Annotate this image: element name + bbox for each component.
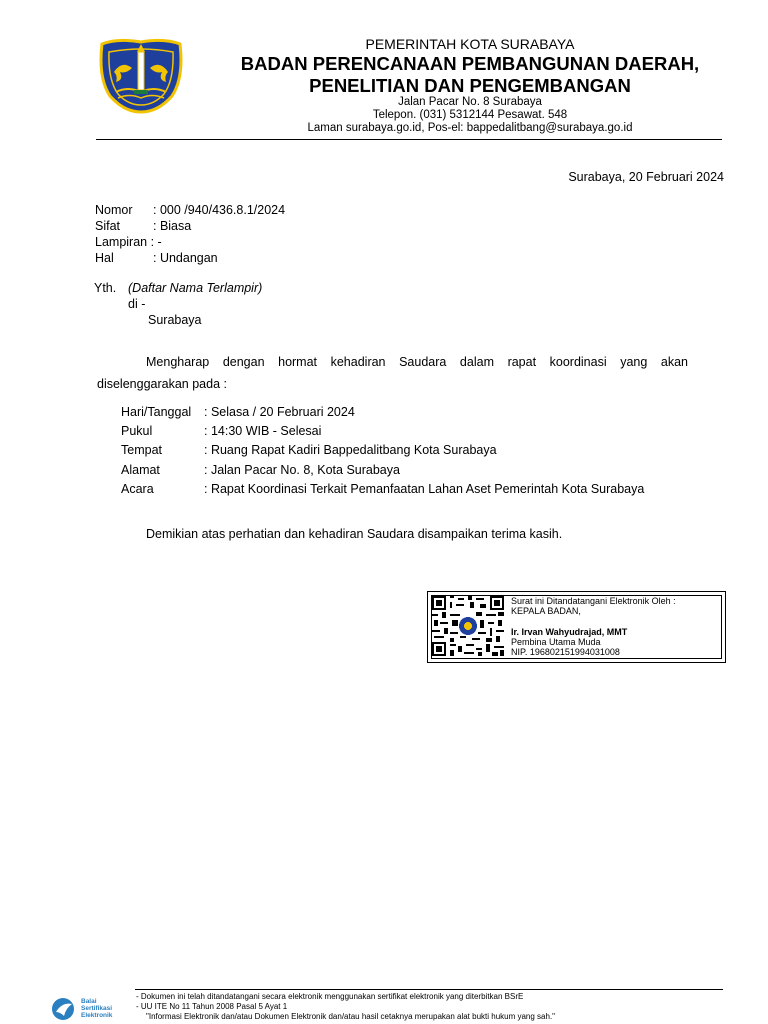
surabaya-city-emblem-icon	[98, 38, 184, 114]
recipient-yth: Yth.	[94, 281, 117, 295]
bsre-emblem-icon	[50, 996, 78, 1022]
agency-phone: Telepon. (031) 5312144 Pesawat. 548	[372, 109, 568, 121]
qr-code-icon	[432, 596, 504, 656]
footer-divider	[135, 989, 723, 990]
agency-name-line1: BADAN PERENCANAAN PEMBANGUNAN DAERAH,	[240, 53, 700, 74]
footer-note-1: - Dokumen ini telah ditandatangani secara elektronik menggunakan sertifikat elektronik yang diterbitkan BSrE	[136, 992, 524, 1001]
opening-paragraph: Mengharap dengan hormat kehadiran Saudara dalam rapat koordinasi yang akan diselenggarakan pada :	[97, 355, 688, 391]
letterhead-divider	[96, 139, 722, 140]
tempat-value: : Ruang Rapat Kadiri Bappedalitbang Kota Surabaya	[204, 443, 497, 457]
agency-web-email: Laman surabaya.go.id, Pos-el: bappedalitbang@surabaya.go.id	[307, 122, 633, 134]
nomor-label: Nomor	[95, 203, 133, 217]
signatory-name: Ir. Irvan Wahyudrajad, MMT	[511, 627, 628, 637]
nomor-value: : 000 /940/436.8.1/2024	[153, 203, 286, 217]
signatory-nip: NIP. 196802151994031008	[511, 647, 620, 657]
bsre-label-line2: Sertifikasi	[81, 1005, 113, 1012]
pukul-value: : 14:30 WIB - Selesai	[204, 424, 322, 438]
lampiran-label: Lampiran : -	[95, 235, 162, 249]
hal-value: : Undangan	[153, 251, 218, 265]
footer-note-2: - UU ITE No 11 Tahun 2008 Pasal 5 Ayat 1	[136, 1002, 288, 1011]
closing-paragraph: Demikian atas perhatian dan kehadiran Saudara disampaikan terima kasih.	[146, 527, 563, 541]
hari-value: : Selasa / 20 Februari 2024	[204, 405, 355, 419]
acara-label: Acara	[121, 482, 154, 496]
signatory-rank: Pembina Utama Muda	[511, 637, 601, 647]
signature-position: KEPALA BADAN,	[511, 606, 581, 616]
sifat-label: Sifat	[95, 219, 121, 233]
signature-statement: Surat ini Ditandatangani Elektronik Oleh :	[511, 596, 676, 606]
letter-date: Surabaya, 20 Februari 2024	[568, 170, 724, 184]
agency-address: Jalan Pacar No. 8 Surabaya	[398, 96, 542, 108]
sifat-value: : Biasa	[153, 219, 192, 233]
alamat-value: : Jalan Pacar No. 8, Kota Surabaya	[204, 463, 400, 477]
bsre-logo	[50, 996, 130, 1022]
agency-name	[180, 53, 760, 97]
recipient-name: (Daftar Nama Terlampir)	[128, 281, 263, 295]
tempat-label: Tempat	[121, 443, 162, 457]
agency-name-line2: PENELITIAN DAN PENGEMBANGAN	[309, 75, 631, 96]
government-name: PEMERINTAH KOTA SURABAYA	[365, 36, 575, 52]
recipient-di: di -	[128, 297, 146, 311]
recipient-city: Surabaya	[148, 313, 202, 327]
acara-value: : Rapat Koordinasi Terkait Pemanfaatan Lahan Aset Pemerintah Kota Surabaya	[204, 482, 645, 496]
bsre-label-line1: Balai	[81, 998, 97, 1005]
pukul-label: Pukul	[121, 424, 153, 438]
bsre-label-line3: Elektronik	[81, 1012, 113, 1019]
hari-label: Hari/Tanggal	[121, 405, 192, 419]
alamat-label: Alamat	[121, 463, 160, 477]
footer-note-3: "Informasi Elektronik dan/atau Dokumen Elektronik dan/atau hasil cetaknya merupakan alat bukti hukum yang sah."	[146, 1012, 556, 1021]
hal-label: Hal	[95, 251, 114, 265]
